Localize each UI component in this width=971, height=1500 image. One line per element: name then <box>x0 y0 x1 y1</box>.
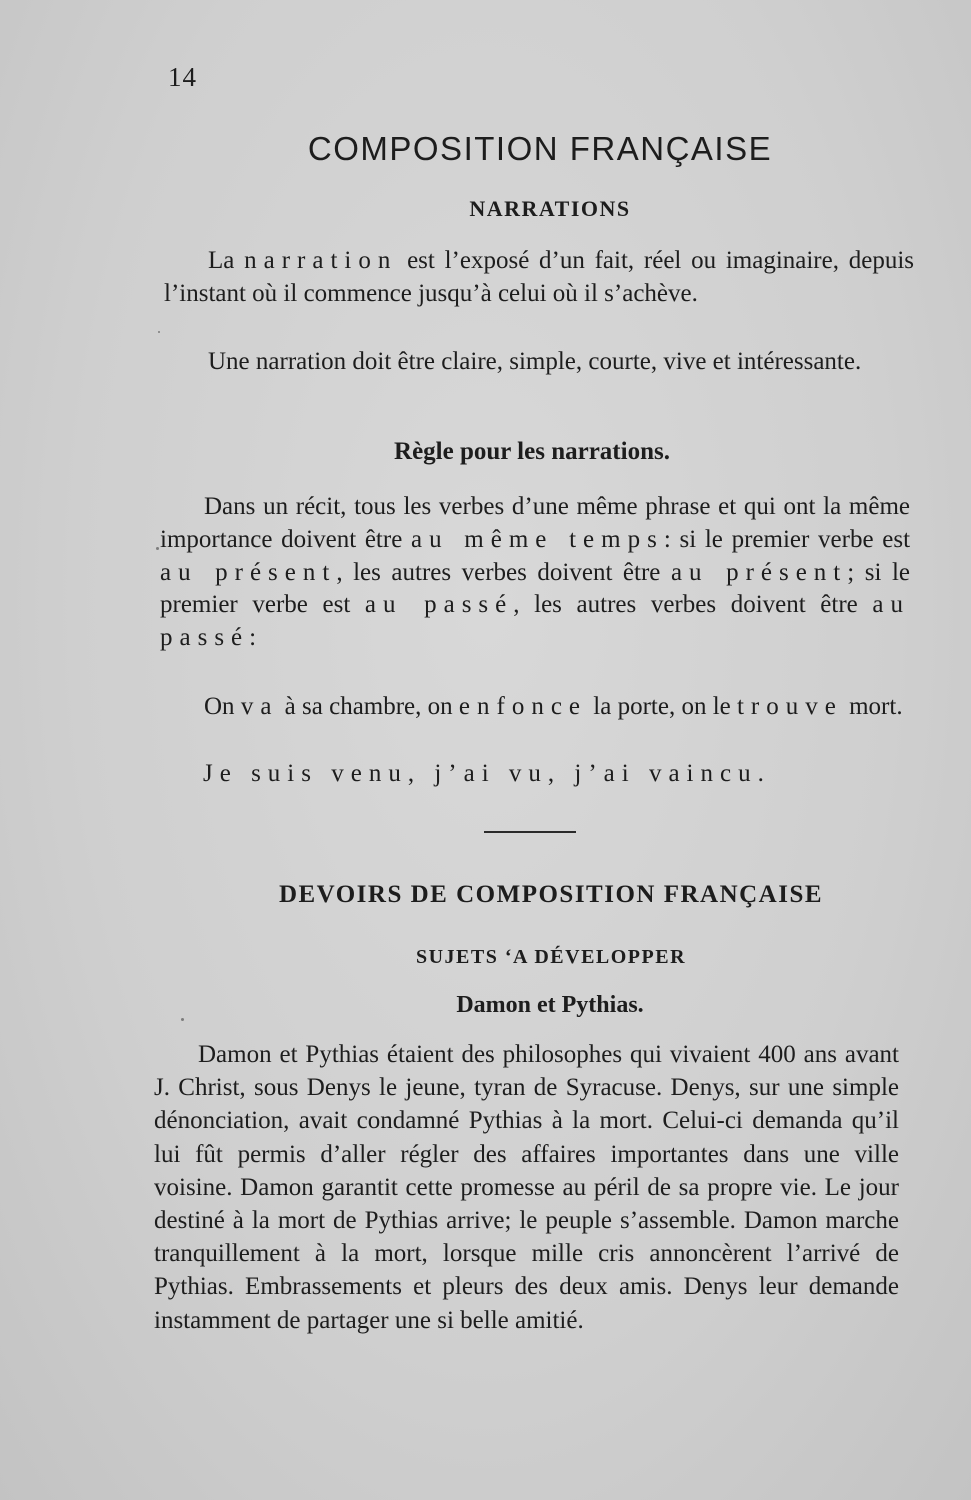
section-divider <box>484 831 576 833</box>
text-run: La <box>208 247 245 274</box>
paragraph-qualities: Une narration doit être claire, simple, courte, vive et intéressante. <box>208 348 862 375</box>
subtitle-narrations: NARRATIONS <box>469 196 631 221</box>
spaced-term: au présent <box>670 558 848 586</box>
scan-speck <box>158 331 160 333</box>
paragraph-rule <box>160 491 910 655</box>
text-run: , les autres verbes doivent être <box>336 558 671 586</box>
text-run: : si le premier verbe est <box>663 525 911 553</box>
text-run: Dans un récit, tous les verbes d’une même phrase et qui ont la même importance doivent être <box>160 493 910 553</box>
story-title: Damon et Pythias. <box>456 992 644 1018</box>
spaced-term: va <box>240 693 279 720</box>
section-title-devoirs: DEVOIRS DE COMPOSITION FRANÇAISE <box>278 881 824 908</box>
text-run: , les autres verbes doivent être <box>513 591 873 619</box>
spaced-term: au passé <box>364 591 514 619</box>
spaced-term: trouve <box>736 693 843 720</box>
text-run: mort. <box>842 693 903 720</box>
paragraph-definition <box>164 245 914 311</box>
section-title-composition: COMPOSITION FRANÇAISE <box>307 130 773 167</box>
text-run: ; si le premier verbe est <box>160 558 910 619</box>
text-run: est l’exposé d’un fait, réel ou imaginaire, depuis l’instant où il commence jusqu’à celui où il s’achève. <box>164 247 914 307</box>
paragraph-story: Damon et Pythias étaient des philosophes qui vivaient 400 ans avant J. Christ, sous Denys le jeune, tyran de Syracuse. Denys, sur une simple dénonciation, avait condamné Pythias à la mort. Celui-ci demanda qu’il lui fût permis d’aller régler des affaires importantes dans une ville voisine. Damon garantit cette promesse au péril de sa propre vie. Le jour destiné à la mort de Pythias arrive; le peuple s’assemble. Damon marche tranquillement à la mort, lorsque mille cris annoncèrent l’arrivé de Pythias. Embrassements et pleurs des deux amis. Denys leur demande instamment de partager une si belle amitié. <box>154 1041 899 1334</box>
spaced-term: au même temps <box>411 525 664 553</box>
subtitle-rule: Règle pour les narrations. <box>394 438 670 465</box>
subtitle-sujets: SUJETS ‘A DÉVELOPPER <box>415 946 687 968</box>
text-run: : <box>249 624 257 652</box>
text-run: la porte, on le <box>587 693 737 720</box>
scan-speck <box>181 1018 184 1021</box>
paragraph-example-1 <box>160 691 908 724</box>
paragraph-example-2 <box>203 758 903 791</box>
text-run: à sa chambre, on <box>278 693 459 720</box>
spaced-term: au passé <box>160 591 910 652</box>
spaced-quote: Je suis venu, j’ai vu, j’ai vaincu. <box>203 760 771 787</box>
page-number: 14 <box>168 62 197 92</box>
spaced-term: au présent <box>160 558 337 586</box>
spaced-term: narration <box>244 247 398 274</box>
text-run: On <box>204 693 241 720</box>
scan-speck <box>156 547 159 550</box>
spaced-term: enfonce <box>458 693 588 720</box>
